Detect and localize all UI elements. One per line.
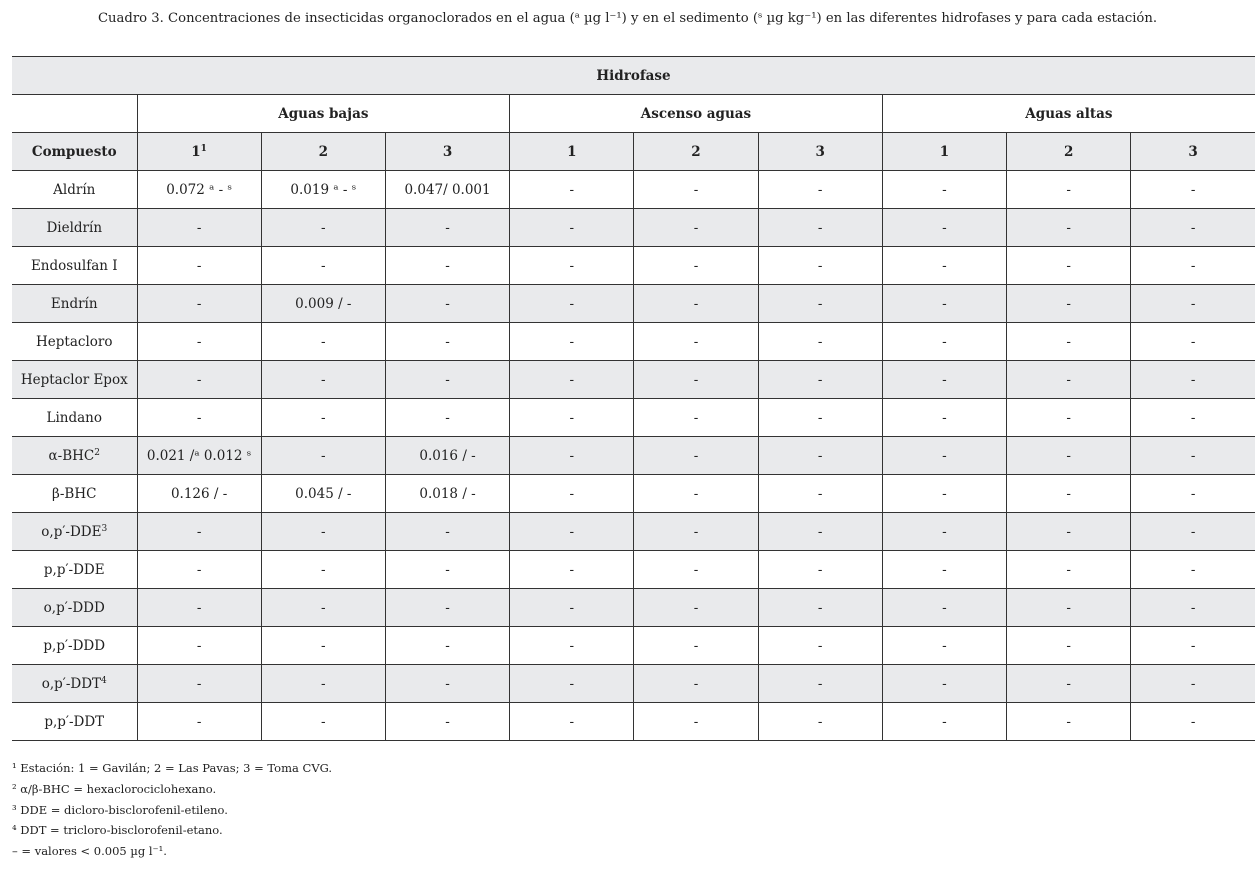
compound-name — [12, 475, 137, 513]
compound-label: Endosulfan I — [30, 257, 118, 274]
value-cell: - — [882, 399, 1006, 437]
value-cell: - — [137, 399, 261, 437]
value-cell: - — [261, 323, 385, 361]
compound-label: o,p′-DDT — [41, 675, 102, 692]
value-cell: - — [510, 627, 634, 665]
value-cell: - — [758, 209, 882, 247]
value-cell: - — [634, 399, 758, 437]
value-cell: 0.021 /ᵃ 0.012 ˢ — [137, 437, 261, 475]
station-header: 1 — [882, 133, 1006, 171]
compound-name — [12, 209, 137, 247]
table-row — [12, 513, 1255, 551]
value-cell: - — [1007, 361, 1131, 399]
value-cell: - — [137, 551, 261, 589]
value-cell: - — [510, 551, 634, 589]
value-cell: 0.019 ᵃ - ˢ — [261, 171, 385, 209]
value-cell: - — [1007, 551, 1131, 589]
value-cell: - — [1131, 513, 1255, 551]
value-cell: - — [634, 209, 758, 247]
value-cell: - — [634, 437, 758, 475]
compound-name — [12, 361, 137, 399]
value-cell: - — [137, 209, 261, 247]
value-cell: - — [261, 399, 385, 437]
value-cell: - — [510, 399, 634, 437]
value-cell: - — [1007, 627, 1131, 665]
value-cell: - — [634, 285, 758, 323]
value-cell: - — [261, 247, 385, 285]
compound-name — [12, 551, 137, 589]
station-header-row — [12, 133, 1255, 171]
value-cell: - — [1131, 361, 1255, 399]
compound-name — [12, 247, 137, 285]
value-cell: - — [882, 285, 1006, 323]
compound-label: p,p′-DDD — [43, 637, 106, 654]
value-cell: - — [634, 551, 758, 589]
value-cell: - — [385, 627, 509, 665]
value-cell: - — [634, 703, 758, 741]
footnotes — [12, 758, 332, 862]
compound-name — [12, 589, 137, 627]
compound-label: α-BHC — [48, 447, 95, 464]
table-row — [12, 703, 1255, 741]
value-cell: - — [1007, 209, 1131, 247]
value-cell: - — [882, 475, 1006, 513]
value-cell: - — [1007, 247, 1131, 285]
value-cell: - — [758, 475, 882, 513]
value-cell: - — [261, 437, 385, 475]
value-cell: - — [137, 627, 261, 665]
value-cell: - — [758, 703, 882, 741]
value-cell: - — [758, 437, 882, 475]
table-caption: Cuadro 3. Concentraciones de insecticidas organoclorados en el agua (ᵃ µg l⁻¹) y en el sedimento (ˢ µg kg⁻¹) en las diferentes hidrofases y para cada estación. — [97, 11, 1158, 26]
value-cell: - — [385, 323, 509, 361]
value-cell: - — [1131, 437, 1255, 475]
value-cell: 0.018 / - — [385, 475, 509, 513]
value-cell: - — [1131, 209, 1255, 247]
compound-name — [12, 437, 137, 475]
station-header: 1 — [510, 133, 634, 171]
value-cell: - — [261, 209, 385, 247]
value-cell: - — [758, 551, 882, 589]
value-cell: - — [758, 323, 882, 361]
value-cell: - — [758, 513, 882, 551]
value-cell: - — [1131, 171, 1255, 209]
value-cell: - — [510, 475, 634, 513]
value-cell: 0.045 / - — [261, 475, 385, 513]
value-cell: - — [882, 513, 1006, 551]
compound-label: Endrín — [50, 295, 98, 312]
value-cell: - — [261, 361, 385, 399]
value-cell: - — [758, 589, 882, 627]
value-cell: 0.047/ 0.001 — [385, 171, 509, 209]
value-cell: - — [510, 513, 634, 551]
group-header-row — [12, 95, 1255, 133]
compound-label: Dieldrín — [46, 219, 103, 236]
value-cell: - — [1007, 589, 1131, 627]
value-cell: - — [385, 703, 509, 741]
hydrophase-header: Hidrofase — [12, 57, 1255, 95]
value-cell: - — [137, 323, 261, 361]
compound-label: p,p′-DDT — [44, 713, 105, 730]
footnote-stations: ¹ Estación: 1 = Gavilán; 2 = Las Pavas; 3 = Toma CVG. — [12, 761, 333, 775]
value-cell: - — [1131, 665, 1255, 703]
footnote-ref: 1 — [200, 143, 207, 154]
value-cell: - — [261, 551, 385, 589]
compound-name — [12, 285, 137, 323]
value-cell: - — [634, 361, 758, 399]
value-cell: - — [1131, 627, 1255, 665]
station-header: $1^1$ — [137, 133, 261, 171]
compound-label: Heptacloro — [36, 333, 113, 350]
value-cell: - — [137, 361, 261, 399]
footnote-ref: 2 — [94, 447, 100, 458]
table-row — [12, 361, 1255, 399]
compound-name — [12, 171, 137, 209]
value-cell: - — [385, 247, 509, 285]
value-cell: 0.072 ᵃ - ˢ — [137, 171, 261, 209]
hydrophase-header-row — [12, 57, 1255, 95]
value-cell: - — [1131, 475, 1255, 513]
compound-label: β-BHC — [52, 485, 97, 502]
footnote-dde: ³ DDE = dicloro-bisclorofenil-etileno. — [12, 802, 228, 817]
value-cell: - — [385, 513, 509, 551]
station-header: 2 — [261, 133, 385, 171]
station-header: 2 — [634, 133, 758, 171]
value-cell: - — [1131, 551, 1255, 589]
compound-label: p,p′-DDE — [43, 561, 105, 578]
table-row — [12, 475, 1255, 513]
value-cell: 0.016 / - — [385, 437, 509, 475]
value-cell: - — [1007, 285, 1131, 323]
value-cell: - — [510, 589, 634, 627]
value-cell: - — [261, 589, 385, 627]
value-cell: - — [1131, 285, 1255, 323]
value-cell: - — [1007, 513, 1131, 551]
table-row — [12, 399, 1255, 437]
footnote-ref: 3 — [101, 523, 108, 534]
compound-name — [12, 323, 137, 361]
value-cell: - — [634, 665, 758, 703]
value-cell: - — [882, 209, 1006, 247]
value-cell: - — [385, 551, 509, 589]
footnote-ddt: ⁴ DDT = tricloro-bisclorofenil-etano. — [12, 823, 223, 838]
value-cell: - — [385, 285, 509, 323]
footnote-bhc: ² α/β-BHC = hexaclorociclohexano. — [12, 781, 217, 796]
station-header: 3 — [758, 133, 882, 171]
value-cell: - — [634, 589, 758, 627]
compound-label: Heptaclor Epox — [20, 371, 128, 388]
value-cell: - — [137, 703, 261, 741]
table-row — [12, 209, 1255, 247]
table-row — [12, 437, 1255, 475]
value-cell: - — [510, 361, 634, 399]
value-cell: - — [1007, 437, 1131, 475]
value-cell: - — [758, 171, 882, 209]
value-cell: - — [1007, 703, 1131, 741]
value-cell: - — [510, 437, 634, 475]
compound-name — [12, 703, 137, 741]
value-cell: - — [882, 627, 1006, 665]
value-cell: - — [882, 589, 1006, 627]
value-cell: - — [261, 665, 385, 703]
value-cell: - — [758, 361, 882, 399]
empty-header-cell — [12, 95, 137, 133]
group-header-aguas-bajas: Aguas bajas — [137, 95, 510, 133]
compound-label: Aldrín — [53, 181, 96, 198]
compound-name — [12, 513, 137, 551]
value-cell: - — [1131, 589, 1255, 627]
table-row — [12, 665, 1255, 703]
compound-label: Lindano — [46, 409, 102, 426]
value-cell: - — [882, 665, 1006, 703]
value-cell: 0.009 / - — [261, 285, 385, 323]
value-cell: - — [634, 475, 758, 513]
value-cell: - — [1007, 323, 1131, 361]
value-cell: - — [758, 285, 882, 323]
value-cell: - — [510, 209, 634, 247]
group-header-ascenso-aguas: Ascenso aguas — [510, 95, 883, 133]
compound-label: o,p′-DDD — [43, 599, 105, 616]
compound-name — [12, 627, 137, 665]
value-cell: - — [1007, 171, 1131, 209]
value-cell: - — [137, 513, 261, 551]
table-row — [12, 171, 1255, 209]
station-header: 2 — [1007, 133, 1131, 171]
value-cell: - — [510, 247, 634, 285]
value-cell: - — [1131, 399, 1255, 437]
value-cell: - — [261, 513, 385, 551]
value-cell: - — [634, 627, 758, 665]
value-cell: - — [634, 513, 758, 551]
value-cell: - — [882, 171, 1006, 209]
value-cell: - — [510, 285, 634, 323]
value-cell: - — [1007, 665, 1131, 703]
value-cell: - — [882, 703, 1006, 741]
value-cell: - — [510, 703, 634, 741]
value-cell: - — [261, 627, 385, 665]
value-cell: - — [137, 589, 261, 627]
footnote-dash: – = valores < 0.005 µg l⁻¹. — [12, 844, 167, 859]
table-row — [12, 551, 1255, 589]
table-row — [12, 589, 1255, 627]
compound-label: o,p′-DDE — [41, 523, 102, 540]
station-header: 3 — [1131, 133, 1255, 171]
value-cell: - — [634, 171, 758, 209]
table-row — [12, 285, 1255, 323]
table-row — [12, 247, 1255, 285]
compound-name — [12, 399, 137, 437]
value-cell: - — [1131, 247, 1255, 285]
compound-name — [12, 665, 137, 703]
value-cell: - — [1131, 703, 1255, 741]
value-cell: - — [634, 323, 758, 361]
value-cell: - — [385, 361, 509, 399]
value-cell: - — [1131, 323, 1255, 361]
value-cell: - — [385, 399, 509, 437]
value-cell: - — [758, 665, 882, 703]
table-row — [12, 323, 1255, 361]
value-cell: - — [1007, 399, 1131, 437]
group-header-aguas-altas: Aguas altas — [882, 95, 1255, 133]
value-cell: - — [385, 589, 509, 627]
value-cell: - — [882, 551, 1006, 589]
value-cell: - — [385, 209, 509, 247]
value-cell: - — [882, 361, 1006, 399]
value-cell: - — [137, 285, 261, 323]
footnote-ref: 4 — [101, 675, 107, 686]
value-cell: - — [137, 247, 261, 285]
value-cell: - — [758, 627, 882, 665]
value-cell: - — [261, 703, 385, 741]
value-cell: - — [758, 247, 882, 285]
value-cell: - — [882, 247, 1006, 285]
table-body — [12, 171, 1255, 741]
value-cell: - — [385, 665, 509, 703]
concentrations-table — [12, 56, 1255, 741]
value-cell: - — [510, 171, 634, 209]
value-cell: - — [758, 399, 882, 437]
value-cell: - — [510, 323, 634, 361]
value-cell: - — [1007, 475, 1131, 513]
value-cell: - — [634, 247, 758, 285]
value-cell: - — [882, 323, 1006, 361]
value-cell: - — [137, 665, 261, 703]
table-row — [12, 627, 1255, 665]
compound-header: Compuesto — [12, 133, 137, 171]
value-cell: - — [882, 437, 1006, 475]
station-header: 3 — [385, 133, 509, 171]
value-cell: - — [510, 665, 634, 703]
value-cell: 0.126 / - — [137, 475, 261, 513]
